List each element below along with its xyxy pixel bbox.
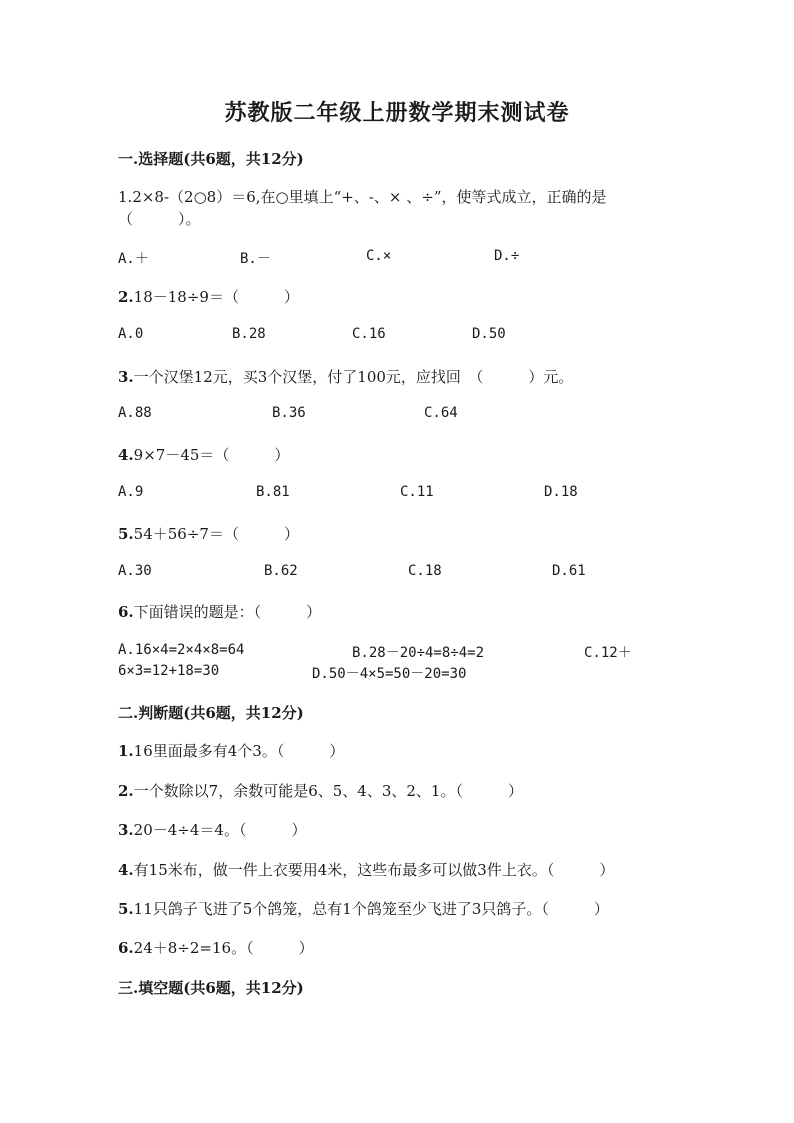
question-text: 2×8-（2○8）＝6,在○里填上“+、-、× 、÷”，使等式成立，正确的是（ ）。 (118, 188, 607, 228)
page-title: 苏教版二年级上册数学期末测试卷 (224, 100, 570, 126)
section-heading-fill-in: 三.填空题(共6题，共12分) (118, 979, 304, 997)
option-c: C.12＋ (584, 645, 632, 661)
option-d: D.÷ (494, 248, 520, 264)
section-heading-choice: 一.选择题(共6题，共12分) (118, 150, 304, 168)
question-text: 下面错误的题是：（ ） (133, 603, 322, 621)
option-a: A.0 (118, 326, 144, 342)
question-text: 54＋56÷7＝（ ） (133, 525, 299, 543)
question-text: 18－18÷9＝（ ） (133, 288, 299, 306)
option-b: B.81 (256, 484, 290, 500)
judgement-3 (118, 819, 306, 840)
question-number: 4. (118, 446, 134, 464)
judgement-4 (118, 859, 614, 880)
question-number: 5. (118, 900, 134, 918)
option-a: A.16×4=2×4×8=64 (118, 642, 245, 658)
option-b: B.28－20÷4=8÷4=2 (352, 645, 485, 661)
option-b: B.28 (232, 326, 266, 342)
option-c: C.64 (424, 405, 458, 421)
option-c-continued: 6×3=12+18=30 (118, 663, 220, 679)
judgement-2 (118, 780, 523, 801)
question-3 (118, 366, 573, 387)
option-b: B.36 (272, 405, 306, 421)
judgement-6 (118, 937, 314, 958)
question-number: 3. (118, 821, 134, 839)
option-c: C.11 (400, 484, 434, 500)
option-b: B.62 (264, 563, 298, 579)
question-1 (118, 186, 678, 230)
option-a: A.9 (118, 484, 144, 500)
question-2 (118, 286, 299, 307)
option-a: A.30 (118, 563, 152, 579)
question-text: 有15米布，做一件上衣要用4米，这些布最多可以做3件上衣。（ ） (133, 861, 615, 879)
question-number: 4. (118, 861, 134, 879)
option-c: C.18 (408, 563, 442, 579)
option-b: B.－ (240, 251, 271, 267)
question-text: 16里面最多有4个3。（ ） (133, 742, 345, 760)
question-number: 3. (118, 368, 134, 386)
option-d: D.61 (552, 563, 586, 579)
judgement-1 (118, 740, 344, 761)
option-a: A.88 (118, 405, 152, 421)
question-number: 5. (118, 525, 134, 543)
question-number: 6. (118, 603, 134, 621)
question-number: 2. (118, 288, 134, 306)
question-number: 6. (118, 939, 134, 957)
option-a: A.＋ (118, 251, 149, 267)
question-5 (118, 523, 299, 544)
question-text: 24＋8÷2=16。（ ） (133, 939, 314, 957)
question-text: 一个汉堡12元，买3个汉堡，付了100元，应找回 （ ）元。 (133, 368, 574, 386)
question-text: 9×7－45＝（ ） (133, 446, 290, 464)
question-4 (118, 444, 289, 465)
option-c: C.× (366, 248, 392, 264)
option-d: D.50 (472, 326, 506, 342)
question-number: 1. (118, 742, 134, 760)
question-text: 11只鸽子飞进了5个鸽笼，总有1个鸽笼至少飞进了3只鸽子。（ ） (133, 900, 609, 918)
question-text: 一个数除以7，余数可能是6、5、4、3、2、1。（ ） (133, 782, 523, 800)
question-number: 1. (118, 188, 133, 206)
section-heading-judgement: 二.判断题(共6题，共12分) (118, 704, 304, 722)
judgement-5 (118, 898, 609, 919)
option-c: C.16 (352, 326, 386, 342)
question-text: 20－4÷4＝4。（ ） (133, 821, 307, 839)
question-number: 2. (118, 782, 134, 800)
question-6 (118, 601, 321, 622)
option-d: D.18 (544, 484, 578, 500)
option-d: D.50－4×5=50－20=30 (312, 666, 467, 682)
